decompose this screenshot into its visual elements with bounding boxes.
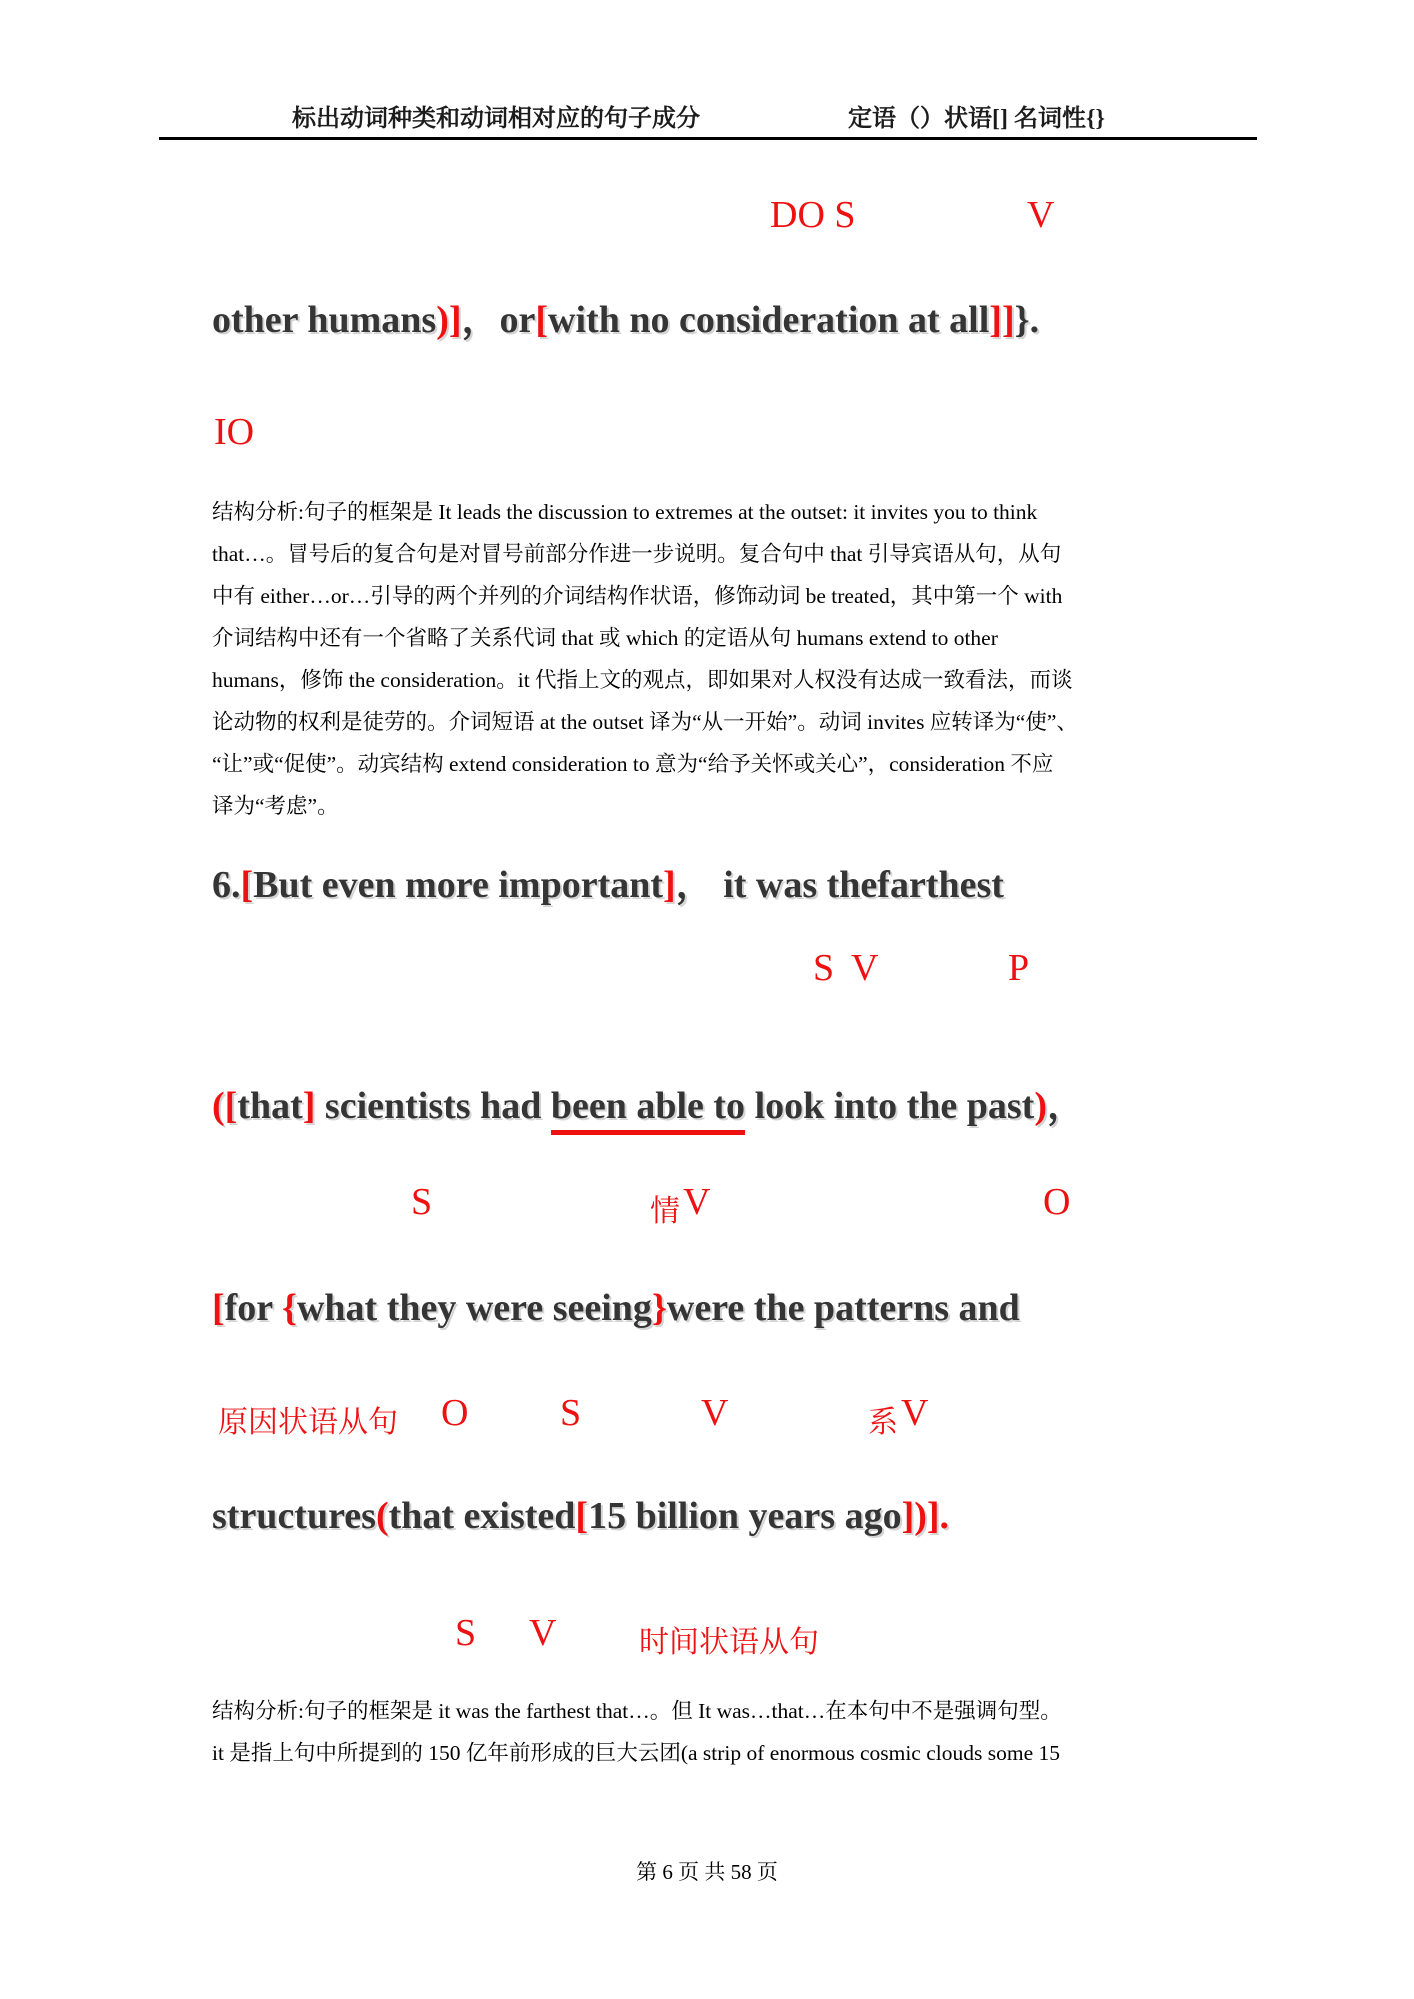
heading-sentence-6 — [212, 853, 1004, 908]
paragraph-line: it 是指上句中所提到的 150 亿年前形成的巨大云团(a strip of enormous cosmic clouds some 15 — [212, 1741, 1060, 1765]
sentence-text: ， — [675, 864, 714, 906]
red-bracket: [ — [212, 1287, 225, 1329]
sentence-text: for — [224, 1287, 282, 1329]
annotation-qing-modal: 情 — [650, 1195, 680, 1228]
sentence-text: But even more important — [253, 864, 664, 906]
sentence-other-humans — [212, 288, 1039, 343]
sentence-text: scientists had — [315, 1085, 551, 1127]
red-bracket: ) — [1034, 1085, 1047, 1127]
red-bracket: ] — [663, 864, 676, 906]
paragraph-line: 介词结构中还有一个省略了关系代词 that 或 which 的定语从句 humans extend to other — [212, 626, 998, 650]
annotation-v: V — [683, 1181, 711, 1223]
paragraph-line: 论动物的权利是徒劳的。介词短语 at the outset 译为“从一开始”。动词 invites 应转译为“使”、 — [212, 710, 1078, 734]
red-underlined-phrase: been able to — [551, 1085, 745, 1135]
red-bracket: [ — [535, 299, 549, 341]
annotation-v: V — [701, 1392, 729, 1434]
red-bracket: )] — [436, 299, 462, 341]
red-bracket: ])]. — [901, 1495, 950, 1537]
sentence-text: what they were seeing — [296, 1287, 652, 1329]
sentence-text: other humans — [212, 299, 437, 341]
red-bracket: ( — [212, 1085, 225, 1127]
sentence-text: with no consideration at all — [548, 299, 990, 341]
annotation-o: O — [1043, 1181, 1071, 1223]
annotation-s: S — [455, 1612, 477, 1654]
annotation-v2: V — [901, 1392, 929, 1434]
annotation-s: S — [411, 1181, 433, 1223]
sentence-text: 6. — [212, 864, 241, 906]
sentence-for-what — [212, 1286, 1020, 1330]
paragraph-line: that…。冒号后的复合句是对冒号前部分作进一步说明。复合句中 that 引导宾语从句，从句 — [212, 542, 1062, 566]
header-title: 标出动词种类和动词相对应的句子成分 — [292, 106, 700, 132]
red-bracket: } — [651, 1287, 667, 1329]
annotation-row-s-v-p — [0, 946, 1414, 996]
annotation-row-s-qingv-o — [0, 1180, 1414, 1230]
red-bracket: [ — [575, 1495, 589, 1537]
header-rule — [159, 137, 1257, 140]
paragraph-line: 中有 either…or…引导的两个并列的介词结构作状语，修饰动词 be treated，其中第一个 with — [212, 584, 1063, 608]
annotation-cause-clause-label: 原因状语从句 — [218, 1406, 398, 1439]
annotation-time-clause-label: 时间状语从句 — [639, 1626, 819, 1659]
annotation-xi-linking: 系 — [868, 1406, 898, 1439]
analysis-paragraph-1 — [212, 491, 1078, 827]
annotation-s: S — [560, 1392, 582, 1434]
header-legend: 定语（）状语[] 名词性{} — [848, 106, 1105, 132]
sentence-text: look into the past — [745, 1085, 1035, 1127]
sentence-text: or — [499, 299, 536, 341]
red-bracket: [ — [224, 1085, 238, 1127]
red-bracket: ]] — [989, 299, 1015, 341]
annotation-v: V — [529, 1612, 557, 1654]
red-bracket: [ — [240, 864, 254, 906]
annotation-row-do-s-v — [0, 193, 1414, 243]
annotation-s: S — [813, 947, 835, 989]
annotation-io: IO — [214, 411, 255, 453]
annotation-row-s-v-time — [0, 1611, 1414, 1661]
sentence-text: ， — [1047, 1085, 1086, 1127]
sentence-structures — [212, 1494, 949, 1538]
paragraph-line: 译为“考虑”。 — [212, 794, 339, 818]
red-bracket: { — [282, 1287, 297, 1329]
sentence-that-scientists — [212, 1074, 1085, 1129]
red-bracket: ] — [302, 1085, 316, 1127]
sentence-text: that existed — [388, 1495, 576, 1537]
sentence-text: 15 billion years ago — [588, 1495, 902, 1537]
sentence-text: structures — [212, 1495, 376, 1537]
page-number: 第 6 页 共 58 页 — [636, 1860, 778, 1884]
annotation-p: P — [1008, 947, 1030, 989]
paragraph-line: 结构分析:句子的框架是 It leads the discussion to extremes at the outset: it invites you to think — [212, 500, 1038, 524]
annotation-v: V — [1027, 194, 1055, 236]
sentence-text: ， — [461, 299, 500, 341]
paragraph-line: “让”或“促使”。动宾结构 extend consideration to 意为“给予关怀或关心”，consideration 不应 — [212, 752, 1054, 776]
sentence-text: that — [237, 1085, 303, 1127]
paragraph-line: humans，修饰 the consideration。it 代指上文的观点，即如果对人权没有达成一致看法，而谈 — [212, 668, 1073, 692]
annotation-o: O — [441, 1392, 469, 1434]
sentence-text: it was thefarthest — [713, 864, 1004, 906]
paragraph-line: 结构分析:句子的框架是 it was the farthest that…。但 It was…that…在本句中不是强调句型。 — [212, 1699, 1062, 1723]
annotation-v: V — [851, 947, 879, 989]
annotation-do-s: DO S — [770, 194, 856, 236]
analysis-paragraph-2 — [212, 1690, 1062, 1774]
annotation-row-cause-clause — [0, 1391, 1414, 1441]
red-bracket: ( — [375, 1495, 389, 1537]
annotation-row-io — [0, 410, 1414, 460]
sentence-text: were the patterns and — [666, 1287, 1020, 1329]
sentence-text: }. — [1014, 299, 1040, 341]
